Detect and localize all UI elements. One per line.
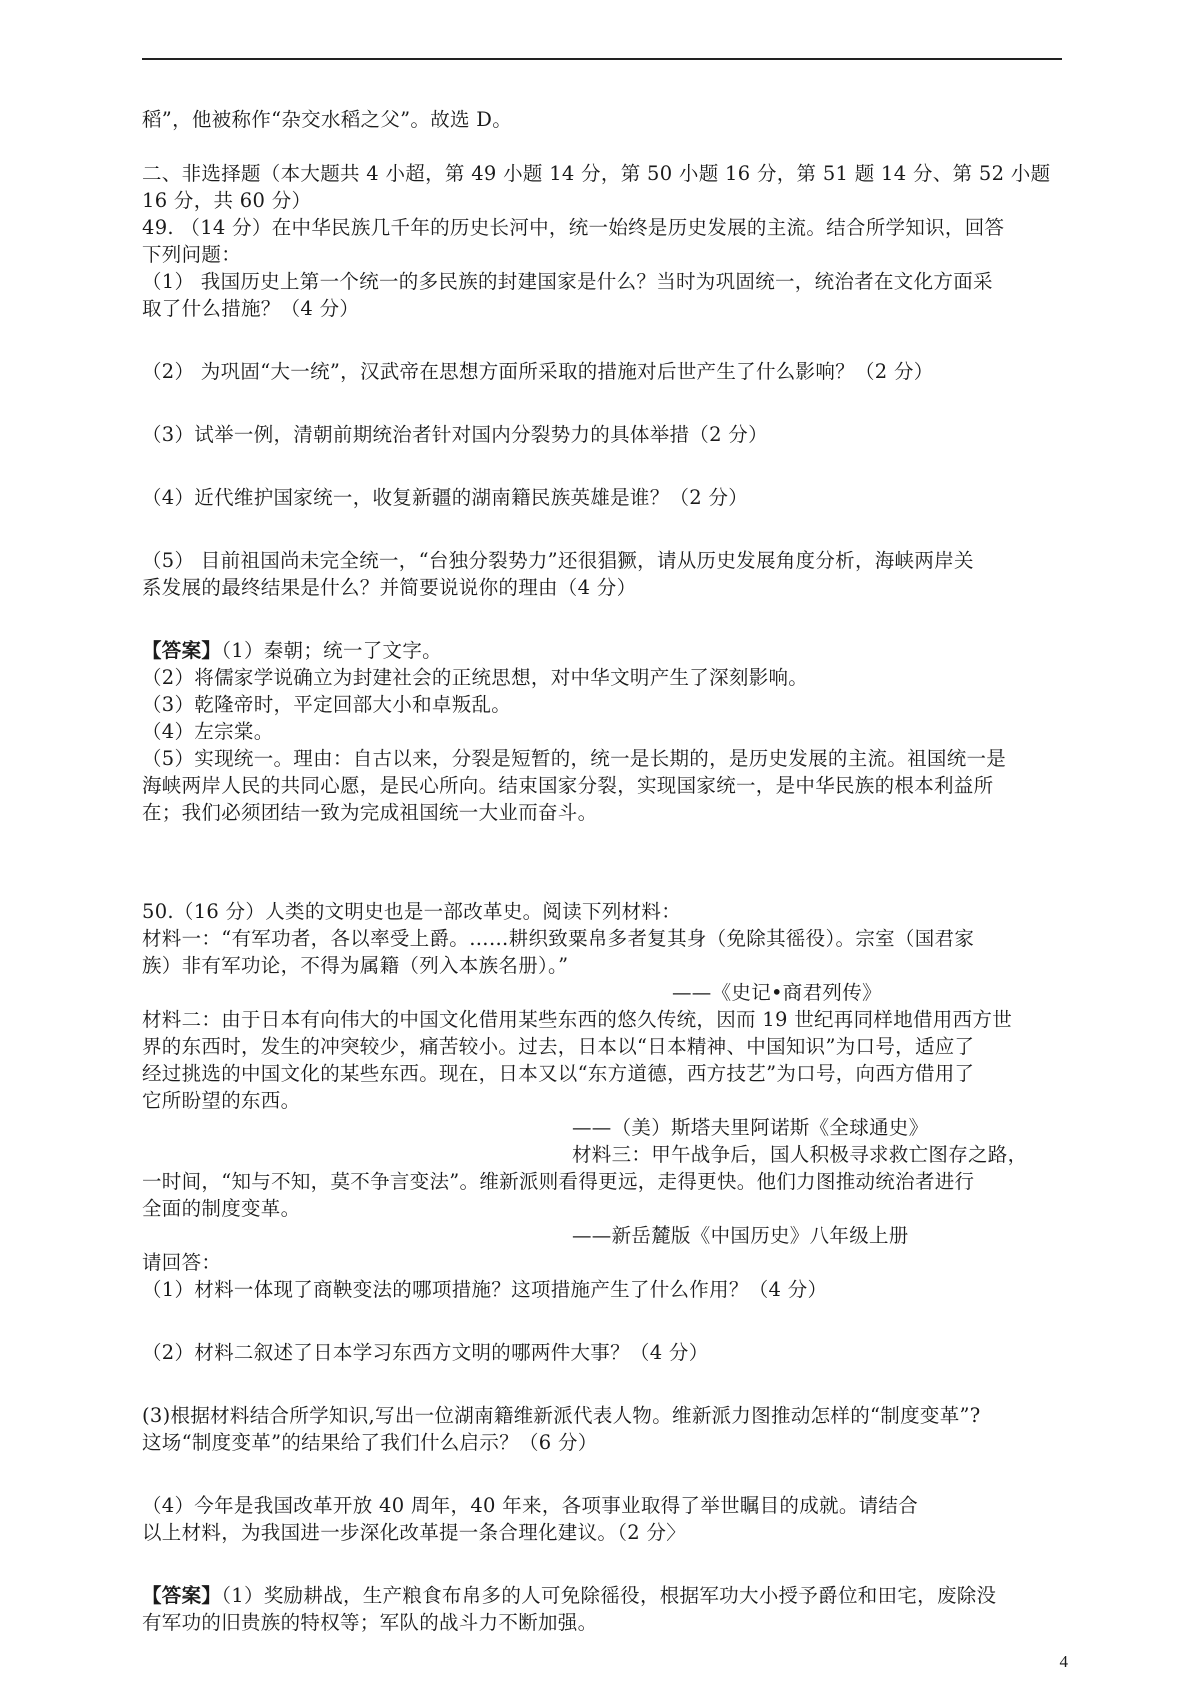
q49-sub2: （2） 为巩固“大一统”，汉武帝在思想方面所采取的措施对后世产生了什么影响？（2 分） bbox=[142, 360, 934, 383]
q49-answer-line-6: 海峡两岸人民的共同心愿，是民心所向。结束国家分裂，实现国家统一，是中华民族的根本利益所 bbox=[142, 774, 994, 797]
answer-text: （1）奖励耕战，生产粮食布帛多的人可免除徭役，根据军功大小授予爵位和田宅，废除没 bbox=[221, 1584, 997, 1607]
q50-prompt: 请回答： bbox=[142, 1251, 222, 1274]
answer-label: 【答案】 bbox=[142, 639, 222, 662]
q49-stem-line-1: 49. （14 分）在中华民族几千年的历史长河中，统一始终是历史发展的主流。结合所学知识，回答 bbox=[142, 216, 1005, 239]
q49-sub1-line-2: 取了什么措施？（4 分） bbox=[142, 297, 360, 320]
q50-material1-line-1: 材料一：“有军功者，各以率受上爵。……耕织致粟帛多者复其身（免除其徭役）。宗室（国君家 bbox=[142, 927, 975, 950]
q50-sub1: （1）材料一体现了商鞅变法的哪项措施？这项措施产生了什么作用？（4 分） bbox=[142, 1278, 828, 1301]
document-body bbox=[142, 106, 1072, 1636]
section-two-header-line-1: 二、非选择题（本大题共 4 小超，第 49 小题 14 分，第 50 小题 16 分，第 51 题 14 分、第 52 小题 bbox=[142, 162, 1051, 185]
q49-answer-line-2: （2）将儒家学说确立为封建社会的正统思想，对中华文明产生了深刻影响。 bbox=[142, 666, 809, 689]
q49-sub5-line-2: 系发展的最终结果是什么？并简要说说你的理由（4 分） bbox=[142, 576, 637, 599]
q50-sub2: （2）材料二叙述了日本学习东西方文明的哪两件大事？（4 分） bbox=[142, 1341, 709, 1364]
answer-text: （1）秦朝；统一了文字。 bbox=[221, 639, 442, 662]
q50-material2-line-3: 经过挑选的中国文化的某些东西。现在，日本又以“东方道德，西方技艺”为口号，向西方借用了 bbox=[142, 1062, 975, 1085]
q49-answer-line-3: （3）乾隆帝时，平定回部大小和卓叛乱。 bbox=[142, 693, 512, 716]
section-two-header-line-2: 16 分，共 60 分） bbox=[142, 189, 312, 212]
q50-sub3-line-1: (3)根据材料结合所学知识,写出一位湖南籍维新派代表人物。维新派力图推动怎样的“制度变革”? bbox=[142, 1404, 981, 1427]
q49-answer-line-7: 在；我们必须团结一致为完成祖国统一大业而奋斗。 bbox=[142, 801, 598, 824]
q49-answer-line-1 bbox=[142, 637, 1072, 664]
q50-material2-line-4: 它所盼望的东西。 bbox=[142, 1089, 301, 1112]
q50-material2-line-2: 界的东西时，发生的冲突较少，痛苦较小。过去，日本以“日本精神、中国知识”为口号，适应了 bbox=[142, 1035, 975, 1058]
q50-material3-line-2: 一时间，“知与不知，莫不争言变法”。维新派则看得更远，走得更快。他们力图推动统治者进行 bbox=[142, 1170, 975, 1193]
q50-answer-line-1 bbox=[142, 1582, 1072, 1609]
q50-sub4-line-1: （4）今年是我国改革开放 40 周年，40 年来，各项事业取得了举世瞩目的成就。请结合 bbox=[142, 1494, 919, 1517]
q50-sub3-line-2: 这场“制度变革”的结果给了我们什么启示？（6 分） bbox=[142, 1431, 598, 1454]
q50-material1-source: ——《史记•商君列传》 bbox=[672, 981, 882, 1004]
q50-material3-line-1: 材料三：甲午战争后，国人积极寻求救亡图存之路， bbox=[572, 1143, 1028, 1166]
q50-sub4-line-2: 以上材料，为我国进一步深化改革提一条合理化建议。（2 分〉 bbox=[142, 1521, 687, 1544]
header-rule bbox=[142, 58, 1062, 60]
q50-material2-line-1: 材料二：由于日本有向伟大的中国文化借用某些东西的悠久传统，因而 19 世纪再同样地借用西方世 bbox=[142, 1008, 1013, 1031]
top-continuation: 稻”，他被称作“杂交水稻之父”。故选 D。 bbox=[142, 108, 513, 131]
q49-sub3: （3）试举一例，清朝前期统治者针对国内分裂势力的具体举措（2 分） bbox=[142, 423, 768, 446]
page-number: 4 bbox=[1059, 1652, 1068, 1671]
q50-material3-line-3: 全面的制度变革。 bbox=[142, 1197, 301, 1220]
q49-sub4: （4）近代维护国家统一，收复新疆的湖南籍民族英雄是谁？（2 分） bbox=[142, 486, 749, 509]
q50-stem: 50.（16 分）人类的文明史也是一部改革史。阅读下列材料： bbox=[142, 900, 682, 923]
answer-label: 【答案】 bbox=[142, 1584, 222, 1607]
q49-sub5-line-1: （5） 目前祖国尚未完全统一，“台独分裂势力”还很猖獗，请从历史发展角度分析，海峡两岸关 bbox=[142, 549, 974, 572]
q49-stem-line-2: 下列问题： bbox=[142, 243, 242, 266]
q49-answer-line-4: （4）左宗棠。 bbox=[142, 720, 274, 743]
q50-material1-line-2: 族）非有军功论，不得为属籍（列入本族名册）。” bbox=[142, 954, 569, 977]
q50-material3-source: ——新岳麓版《中国历史》八年级上册 bbox=[572, 1224, 909, 1247]
q49-answer-line-5: （5）实现统一。理由：自古以来，分裂是短暂的，统一是长期的，是历史发展的主流。祖国统一是 bbox=[142, 747, 1007, 770]
q50-answer-line-2: 有军功的旧贵族的特权等；军队的战斗力不断加强。 bbox=[142, 1611, 598, 1634]
q49-sub1-line-1: （1） 我国历史上第一个统一的多民族的封建国家是什么？当时为巩固统一，统治者在文化方面采 bbox=[142, 270, 993, 293]
q50-material2-source: ——（美）斯塔夫里阿诺斯《全球通史》 bbox=[572, 1116, 929, 1139]
